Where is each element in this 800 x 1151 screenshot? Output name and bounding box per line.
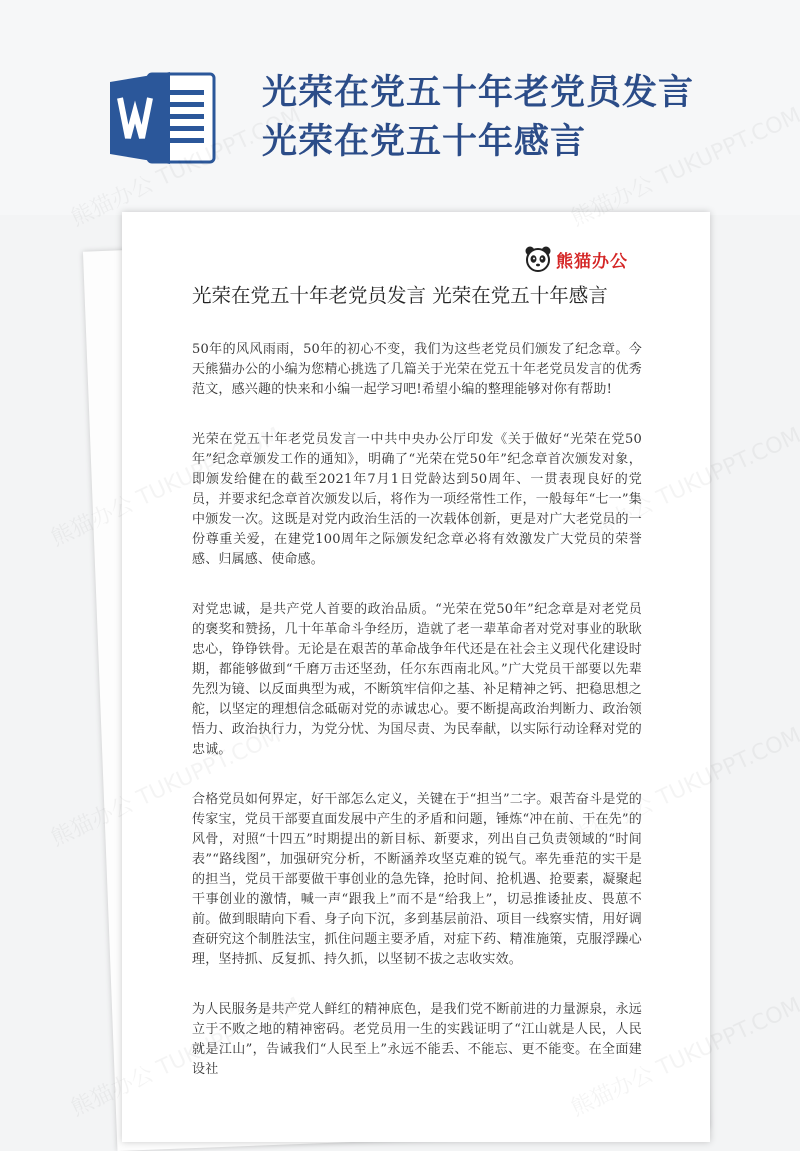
paragraph: 光荣在党五十年老党员发言一中共中央办公厅印发《关于做好“光荣在党50年”纪念章颁发工作的通知》，明确了“光荣在党50年”纪念章首次颁发对象，即颁发给健在的截至2021年7月1日党龄达到50周年、一贯表现良好的党员，并要求纪念章首次颁发以后，将作为一项经常性工作，一般每年“七一”集中颁发一次。这既是对党内政治生活的一次载体创新，更是对广大老党员的一份尊重关爱，在建党100周年之际颁发纪念章必将有效激发广大党员的荣誉感、归属感、使命感。 [192,432,642,567]
document-body [192,340,642,1110]
page-title: 光荣在党五十年老党员发言光荣在党五十年感言 [262,72,695,162]
paragraph: 为人民服务是共产党人鲜红的精神底色，是我们党不断前进的力量源泉，永远立于不败之地的精神密码。老党员用一生的实践证明了“江山就是人民，人民就是江山”，告诫我们“人民至上”永远不能丢、不能忘、更不能变。在全面建设社 [192,1002,642,1077]
paragraph: 对党忠诚，是共产党人首要的政治品质。“光荣在党50年”纪念章是对老党员的褒奖和赞扬，几十年革命斗争经历，造就了老一辈革命者对党对事业的耿耿忠心，铮铮铁骨。无论是在艰苦的革命战争年代还是在社会主义现代化建设时期，都能够做到“千磨万击还坚劲，任尔东西南北风。”广大党员干部要以先辈先烈为镜、以反面典型为戒，不断筑牢信仰之基、补足精神之钙、把稳思想之舵，以坚定的理想信念砥砺对党的赤诚忠心。要不断提高政治判断力、政治领悟力、政治执行力，为党分忧、为国尽责、为民奉献，以实际行动诠释对党的忠诚。 [192,602,642,757]
panda-icon [524,245,552,273]
brand-logo [524,244,628,274]
document-title: 光荣在党五十年老党员发言 光荣在党五十年感言 [192,284,608,307]
word-document-icon [108,68,218,168]
paragraph: 50年的风风雨雨，50年的初心不变，我们为这些老党员们颁发了纪念章。今天熊猫办公的小编为您精心挑选了几篇关于光荣在党五十年老党员发言的优秀范文，感兴趣的快来和小编一起学习吧!希望小编的整理能够对你有帮助! [192,342,642,397]
header-banner [0,0,800,215]
brand-name: 熊猫办公 [556,251,628,272]
paragraph: 合格党员如何界定，好干部怎么定义，关键在于“担当”二字。艰苦奋斗是党的传家宝，党员干部要直面发展中产生的矛盾和问题，锤炼“冲在前、干在先”的风骨，对照“十四五”时期提出的新目标、新要求，列出自己负责领域的“时间表”“路线图”，加强研究分析，不断涵养攻坚克难的锐气。率先垂范的实干是的担当，党员干部要做干事创业的急先锋，抢时间、抢机遇、抢要素，凝聚起干事创业的激情，喊一声“跟我上”而不是“给我上”，切忌推诿扯皮、畏葸不前。做到眼睛向下看、身子向下沉，多到基层前沿、项目一线察实情，用好调查研究这个制胜法宝，抓住问题主要矛盾，对症下药、精准施策，克服浮躁心理，坚持抓、反复抓、持久抓，以坚韧不拔之志收实效。 [192,792,642,967]
